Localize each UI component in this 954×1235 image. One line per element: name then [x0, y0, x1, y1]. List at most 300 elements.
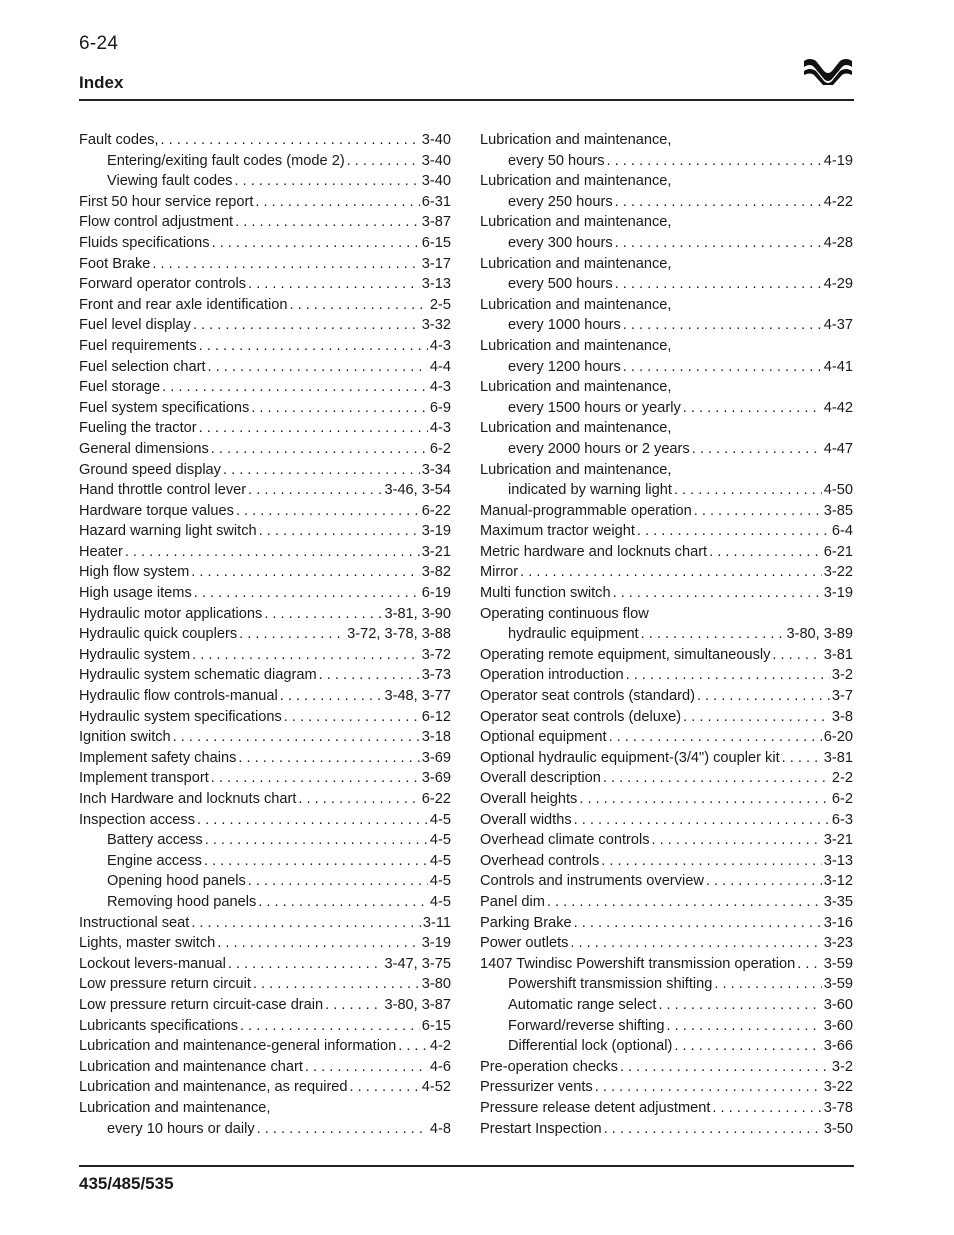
index-entry-label: General dimensions [79, 440, 209, 457]
dot-leader [171, 727, 420, 748]
index-entry-label: Fueling the tractor [79, 420, 197, 437]
index-entry [79, 1098, 451, 1119]
index-entry-label: Mirror [480, 564, 519, 581]
index-entry-page: 3-81, 3-90 [384, 605, 451, 622]
index-entry-page: 3-22 [823, 564, 853, 581]
index-entry [480, 686, 853, 707]
index-entry [480, 192, 853, 213]
index-entry-page: 4-5 [429, 832, 451, 849]
index-entry-label: Hazard warning light switch [79, 523, 257, 540]
index-entry-label: Optional hydraulic equipment-(3/4") coupler kit [480, 749, 780, 766]
index-entry [480, 727, 853, 748]
dot-leader [189, 562, 419, 583]
index-entry-label: Heater [79, 543, 123, 560]
index-entry [79, 830, 451, 851]
index-entry-label: Fuel storage [79, 379, 161, 396]
index-entry-label: 1407 Twindisc Powershift transmission operation [480, 955, 796, 972]
index-entry-label: Lubrication and maintenance, [480, 296, 672, 313]
index-entry-label: Hydraulic system specifications [79, 708, 282, 725]
index-entry-page: 2-2 [831, 770, 853, 787]
index-entry [480, 583, 853, 604]
index-entry-label: Panel dim [480, 893, 545, 910]
index-entry [480, 480, 853, 501]
index-entry [480, 274, 853, 295]
dot-leader [255, 1119, 428, 1140]
index-entry-page: 3-35 [823, 893, 853, 910]
dot-leader [246, 274, 420, 295]
index-entry-page: 3-21 [823, 832, 853, 849]
dot-leader [572, 913, 822, 934]
dot-leader [605, 151, 822, 172]
index-column-right [480, 130, 853, 1139]
index-entry [79, 542, 451, 563]
index-entry [79, 1016, 451, 1037]
index-entry-label: every 250 hours [508, 193, 613, 210]
dot-leader [635, 521, 830, 542]
index-entry-label: Overall description [480, 770, 601, 787]
index-entry [480, 748, 853, 769]
dot-leader [672, 480, 822, 501]
index-entry [79, 192, 451, 213]
dot-leader [256, 892, 428, 913]
index-entry-page: 4-19 [823, 152, 853, 169]
dot-leader [233, 212, 420, 233]
index-entry-label: Pressure release detent adjustment [480, 1099, 711, 1116]
index-entry [79, 254, 451, 275]
dot-leader [624, 665, 830, 686]
dot-leader [197, 418, 428, 439]
index-entry-label: Overhead controls [480, 852, 600, 869]
index-entry-label: Prestart Inspection [480, 1120, 602, 1137]
index-entry [480, 789, 853, 810]
index-entry [480, 542, 853, 563]
index-entry-label: Ground speed display [79, 461, 221, 478]
index-entry-page: 3-80, 3-87 [384, 996, 451, 1013]
index-entry-label: Lubrication and maintenance, [480, 132, 672, 148]
index-entry [79, 439, 451, 460]
index-entry-label: Implement transport [79, 770, 209, 787]
index-entry-label: Inspection access [79, 811, 196, 828]
index-entry-page: 3-13 [823, 852, 853, 869]
dot-leader [545, 892, 822, 913]
index-entry [79, 336, 451, 357]
index-entry [79, 913, 451, 934]
index-entry [480, 768, 853, 789]
index-entry-page: 3-60 [823, 996, 853, 1013]
index-entry-page: 3-72, 3-78, 3-88 [347, 626, 451, 643]
index-entry-page: 2-5 [429, 296, 451, 313]
index-entry-page: 3-66 [823, 1038, 853, 1055]
index-entry-page: 6-12 [421, 708, 451, 725]
company-logo-icon [802, 55, 854, 87]
section-title: Index [79, 73, 124, 92]
index-entry [79, 1057, 451, 1078]
index-entry [480, 398, 853, 419]
dot-leader [221, 460, 420, 481]
index-entry-label: Pre-operation checks [480, 1058, 618, 1075]
index-entry-page: 4-28 [823, 234, 853, 251]
index-entry-label: Viewing fault codes [107, 173, 233, 190]
index-entry-page: 4-29 [823, 276, 853, 293]
index-entry-label: Hydraulic flow controls-manual [79, 688, 278, 705]
index-entry-page: 3-19 [421, 935, 451, 952]
dot-leader [710, 1098, 821, 1119]
index-entry-label: hydraulic equipment [508, 626, 639, 643]
index-entry-page: 3-19 [823, 585, 853, 602]
dot-leader [237, 624, 345, 645]
index-entry-page: 3-59 [823, 955, 853, 972]
index-entry-label: Fault codes, [79, 132, 159, 148]
index-entry-label: Overhead climate controls [480, 832, 650, 849]
dot-leader [795, 954, 822, 975]
index-entry-label: Overall heights [480, 791, 578, 807]
index-entry-page: 3-2 [831, 667, 853, 684]
index-entry-label: Lubricants specifications [79, 1017, 238, 1034]
dot-leader [704, 871, 822, 892]
index-entry [480, 562, 853, 583]
index-entry-label: Forward operator controls [79, 276, 247, 293]
dot-leader [607, 727, 822, 748]
index-entry [480, 954, 853, 975]
index-entry-page: 3-80 [421, 976, 451, 993]
index-entry-label: Lubrication and maintenance-general information [79, 1038, 397, 1055]
index-entry [79, 295, 451, 316]
index-entry [480, 913, 853, 934]
index-entry-page: 3-72 [421, 646, 451, 663]
index-entry [79, 562, 451, 583]
dot-leader [257, 521, 420, 542]
dot-leader [303, 1057, 428, 1078]
index-entry-page: 6-15 [421, 234, 451, 251]
index-entry [480, 933, 853, 954]
index-entry [480, 995, 853, 1016]
index-entry-page: 3-8 [831, 708, 853, 725]
index-entry-label: Optional equipment [480, 729, 607, 746]
dot-leader [690, 439, 822, 460]
index-entry-label: every 500 hours [508, 276, 613, 293]
dot-leader [518, 562, 822, 583]
index-entry [79, 624, 451, 645]
index-entry [79, 768, 451, 789]
index-entry-label: Foot Brake [79, 255, 151, 272]
index-entry [79, 501, 451, 522]
index-entry [480, 1098, 853, 1119]
index-entry-label: every 300 hours [508, 234, 613, 251]
index-entry [480, 212, 853, 233]
index-entry-page: 4-5 [429, 852, 451, 869]
dot-leader [159, 130, 420, 151]
index-entry-label: Operator seat controls (deluxe) [480, 708, 682, 725]
index-entry-label: Manual-programmable operation [480, 502, 692, 519]
index-entry-label: every 2000 hours or 2 years [508, 440, 690, 457]
index-entry-page: 3-69 [421, 749, 451, 766]
index-entry-page: 3-22 [823, 1079, 853, 1096]
index-entry-page: 4-52 [421, 1079, 451, 1096]
index-entry-label: Fuel level display [79, 317, 191, 334]
index-entry-page: 4-47 [823, 440, 853, 457]
dot-leader [692, 501, 822, 522]
dot-leader [226, 954, 383, 975]
dot-leader [206, 357, 428, 378]
index-entry-label: Operating continuous flow [480, 605, 649, 622]
index-entry [480, 357, 853, 378]
index-entry [480, 315, 853, 336]
dot-leader [396, 1036, 428, 1057]
index-entry [79, 727, 451, 748]
dot-leader [613, 192, 822, 213]
index-entry-page: 6-22 [421, 791, 451, 807]
index-entry-page: 3-69 [421, 770, 451, 787]
index-entry-label: Fuel system specifications [79, 399, 250, 416]
index-entry-page: 6-2 [429, 440, 451, 457]
dot-leader [190, 645, 420, 666]
index-entry-page: 6-21 [823, 543, 853, 560]
index-entry [79, 645, 451, 666]
index-entry [79, 130, 451, 151]
index-entry-page: 6-9 [429, 399, 451, 416]
dot-leader [238, 1016, 420, 1037]
index-entry-page: 4-6 [429, 1058, 451, 1075]
index-entry-label: First 50 hour service report [79, 193, 254, 210]
index-entry-page: 6-15 [421, 1017, 451, 1034]
index-entry-label: Lubrication and maintenance, [480, 420, 672, 437]
index-entry [480, 377, 853, 398]
index-entry [480, 460, 853, 481]
index-entry-page: 3-17 [421, 255, 451, 272]
dot-leader [236, 748, 419, 769]
index-entry [480, 418, 853, 439]
dot-leader [613, 274, 822, 295]
index-entry-page: 6-31 [421, 193, 451, 210]
index-entry [79, 892, 451, 913]
index-entry-page: 3-50 [823, 1120, 853, 1137]
index-entry-label: Lockout levers-manual [79, 955, 226, 972]
index-entry-page: 4-3 [429, 337, 451, 354]
index-entry-label: Power outlets [480, 935, 569, 952]
dot-leader [621, 315, 822, 336]
index-entry-page: 3-13 [421, 276, 451, 293]
index-entry-page: 3-78 [823, 1099, 853, 1116]
index-entry-page: 3-40 [421, 132, 451, 148]
index-entry [480, 501, 853, 522]
dot-leader [568, 933, 821, 954]
dot-leader [278, 686, 383, 707]
dot-leader [656, 995, 821, 1016]
index-entry-label: High usage items [79, 585, 192, 602]
dot-leader [639, 624, 785, 645]
index-entry-label: Lights, master switch [79, 935, 216, 952]
dot-leader [613, 233, 822, 254]
index-entry-label: Flow control adjustment [79, 214, 234, 231]
index-entry-label: Removing hood panels [107, 893, 257, 910]
dot-leader [665, 1016, 822, 1037]
dot-leader [296, 789, 419, 810]
dot-leader [681, 398, 822, 419]
index-entry-page: 3-16 [823, 914, 853, 931]
index-entry-label: Powershift transmission shifting [508, 976, 713, 993]
index-entry-label: Inch Hardware and locknuts chart [79, 791, 297, 807]
index-entry-page: 4-8 [429, 1120, 451, 1137]
index-entry-page: 3-85 [823, 502, 853, 519]
index-entry-label: Hydraulic system [79, 646, 191, 663]
index-entry-page: 6-2 [831, 791, 853, 807]
dot-leader [246, 480, 382, 501]
index-entry [480, 254, 853, 275]
index-entry [79, 521, 451, 542]
index-entry-page: 4-4 [429, 358, 451, 375]
dot-leader [577, 789, 830, 810]
index-entry [480, 810, 853, 831]
index-entry [480, 892, 853, 913]
index-entry [79, 748, 451, 769]
dot-leader [611, 583, 822, 604]
index-entry-page: 3-87 [421, 214, 451, 231]
dot-leader [262, 604, 382, 625]
index-entry-label: Lubrication and maintenance, [480, 173, 672, 190]
dot-leader [650, 830, 822, 851]
index-entry [480, 851, 853, 872]
dot-leader [601, 768, 830, 789]
index-entry-page: 3-81 [823, 646, 853, 663]
index-entry-page: 4-50 [823, 482, 853, 499]
index-entry [79, 604, 451, 625]
index-entry-label: Overall widths [480, 811, 572, 828]
index-entry [79, 315, 451, 336]
index-entry [79, 274, 451, 295]
index-entry-label: Multi function switch [480, 585, 611, 602]
dot-leader [599, 851, 822, 872]
dot-leader [197, 336, 428, 357]
index-entry-page: 4-2 [429, 1038, 451, 1055]
index-entry [79, 974, 451, 995]
dot-leader [572, 810, 830, 831]
index-entry [79, 1119, 451, 1140]
footer-rule [79, 1165, 854, 1167]
index-entry [79, 851, 451, 872]
index-entry-label: Fuel selection chart [79, 358, 206, 375]
dot-leader [621, 357, 822, 378]
dot-leader [203, 830, 428, 851]
dot-leader [209, 768, 420, 789]
dot-leader [712, 974, 821, 995]
index-entry-page: 3-32 [421, 317, 451, 334]
index-entry-label: Fluids specifications [79, 234, 210, 251]
index-entry [79, 995, 451, 1016]
index-entry [79, 686, 451, 707]
index-entry-label: Front and rear axle identification [79, 296, 288, 313]
dot-leader [234, 501, 420, 522]
dot-leader [123, 542, 420, 563]
index-entry-label: Lubrication and maintenance, [480, 379, 672, 396]
index-entry-label: every 10 hours or daily [107, 1120, 255, 1137]
dot-leader [707, 542, 822, 563]
index-entry [480, 665, 853, 686]
index-entry-label: Lubrication and maintenance, [480, 337, 672, 354]
index-entry-label: every 1200 hours [508, 358, 621, 375]
index-entry [480, 830, 853, 851]
index-entry [480, 604, 853, 625]
index-entry [79, 665, 451, 686]
index-entry [79, 1077, 451, 1098]
index-entry-page: 6-19 [421, 585, 451, 602]
index-entry-page: 3-40 [421, 173, 451, 190]
index-entry [79, 212, 451, 233]
dot-leader [210, 233, 420, 254]
index-entry [79, 583, 451, 604]
index-entry-label: Low pressure return circuit-case drain [79, 996, 324, 1013]
index-entry-page: 6-20 [823, 729, 853, 746]
index-entry-page: 3-19 [421, 523, 451, 540]
index-entry-page: 3-12 [823, 873, 853, 890]
index-entry [79, 233, 451, 254]
dot-leader [780, 748, 822, 769]
index-entry-label: Operator seat controls (standard) [480, 688, 695, 705]
index-entry-page: 3-48, 3-77 [384, 688, 451, 705]
index-entry-page: 3-23 [823, 935, 853, 952]
index-entry [79, 151, 451, 172]
dot-leader [253, 192, 419, 213]
dot-leader [215, 933, 420, 954]
index-entry-label: every 1500 hours or yearly [508, 399, 681, 416]
index-entry-page: 4-5 [429, 811, 451, 828]
index-entry-page: 3-81 [823, 749, 853, 766]
index-entry [480, 336, 853, 357]
index-entry-label: Automatic range select [508, 996, 657, 1013]
dot-leader [251, 974, 420, 995]
index-entry [480, 233, 853, 254]
index-entry-label: Lubrication and maintenance chart [79, 1058, 303, 1075]
dot-leader [681, 707, 830, 728]
index-entry-label: Lubrication and maintenance, [480, 461, 672, 478]
index-entry-page: 6-3 [831, 811, 853, 828]
index-entry-page: 3-59 [823, 976, 853, 993]
index-entry-label: Hydraulic motor applications [79, 605, 263, 622]
index-entry [480, 521, 853, 542]
dot-leader [150, 254, 419, 275]
index-entry-label: Operating remote equipment, simultaneously [480, 646, 771, 663]
dot-leader [602, 1119, 822, 1140]
dot-leader [348, 1077, 420, 1098]
index-entry [480, 295, 853, 316]
index-entry [79, 377, 451, 398]
dot-leader [249, 398, 428, 419]
index-entry-page: 4-5 [429, 893, 451, 910]
index-entry [79, 171, 451, 192]
index-entry-label: Hardware torque values [79, 502, 234, 519]
index-entry [480, 130, 853, 151]
index-entry [480, 171, 853, 192]
index-entry [480, 1036, 853, 1057]
index-entry [79, 789, 451, 810]
index-entry-label: Fuel requirements [79, 337, 197, 354]
dot-leader [195, 810, 428, 831]
index-entry-label: Metric hardware and locknuts chart [480, 543, 708, 560]
index-entry-page: 3-82 [421, 564, 451, 581]
index-entry [480, 1057, 853, 1078]
index-entry [79, 480, 451, 501]
index-entry [79, 871, 451, 892]
index-entry-page: 6-4 [831, 523, 853, 540]
index-entry-label: Instructional seat [79, 914, 190, 931]
index-entry [79, 933, 451, 954]
dot-leader [202, 851, 428, 872]
index-entry-label: Battery access [107, 832, 203, 849]
index-entry [480, 1119, 853, 1140]
index-entry-page: 3-11 [422, 914, 451, 931]
index-entry-label: Parking Brake [480, 914, 572, 931]
dot-leader [672, 1036, 821, 1057]
dot-leader [323, 995, 382, 1016]
